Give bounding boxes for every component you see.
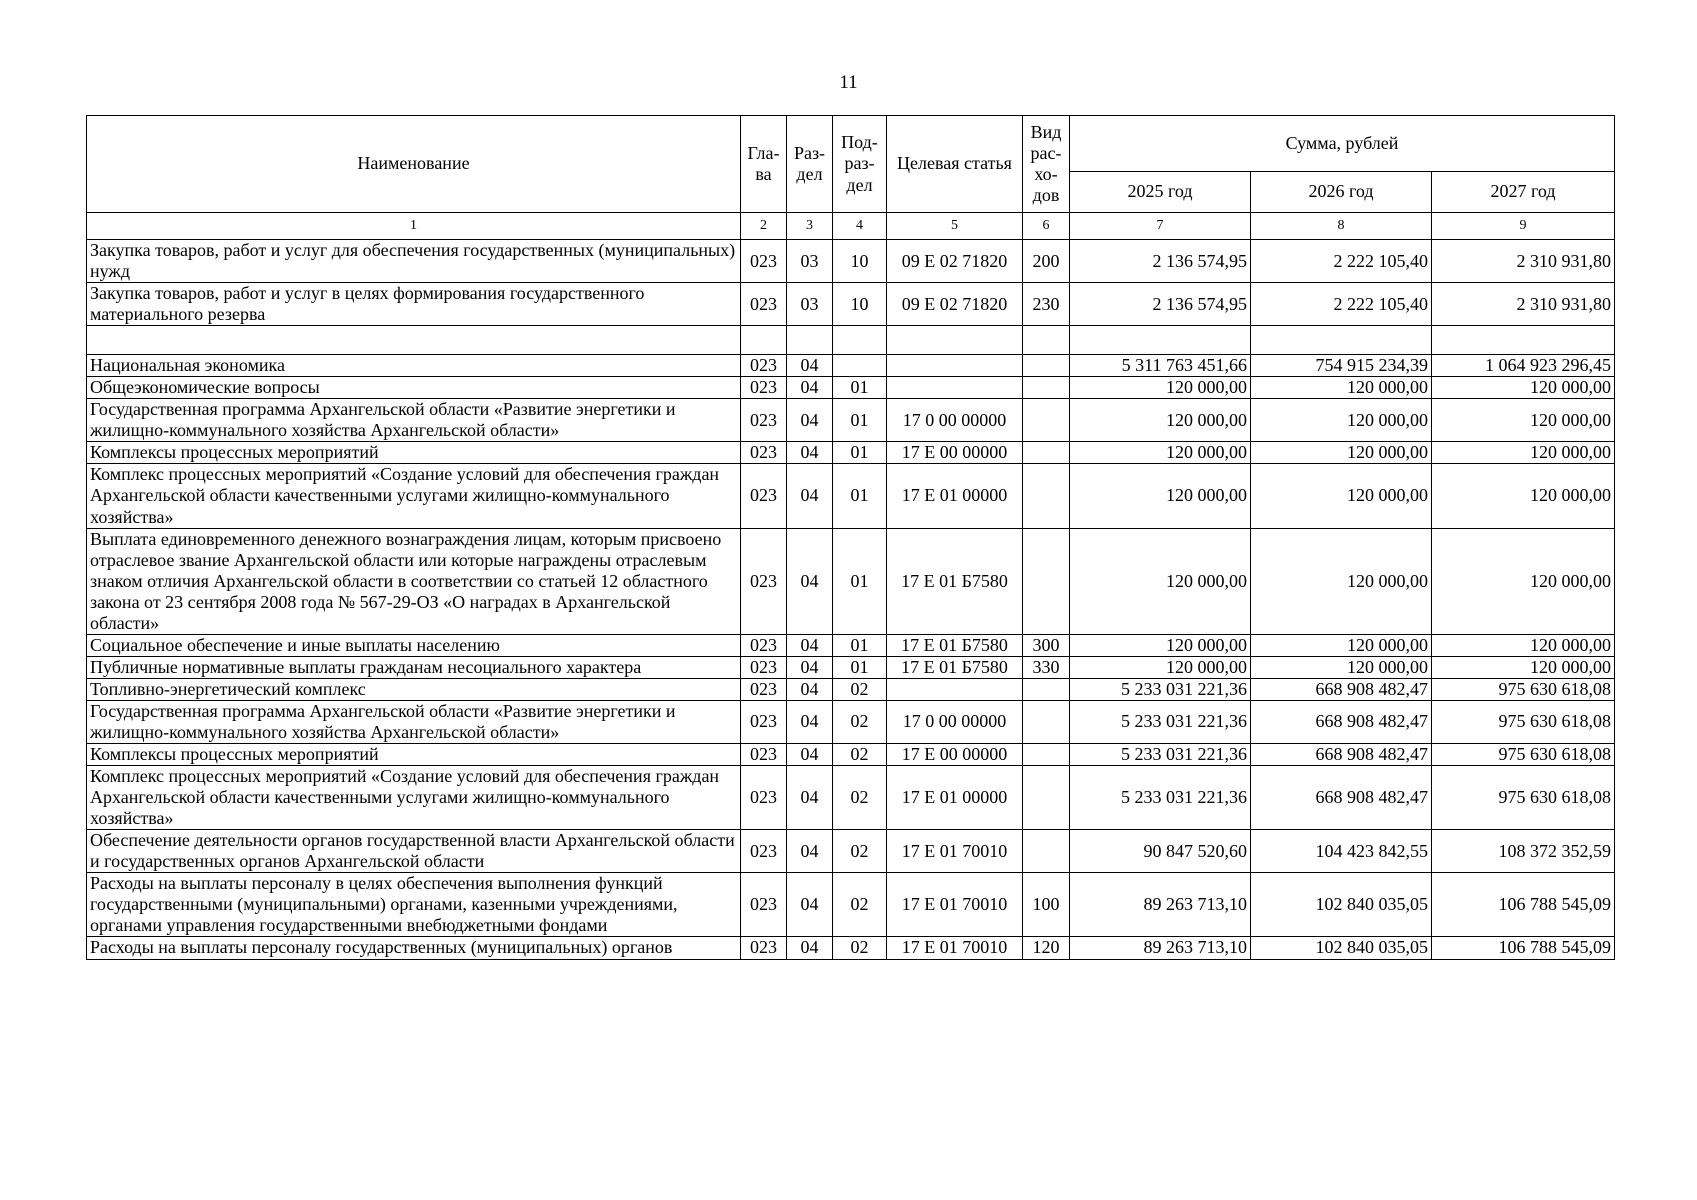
row-amount-2026: 120 000,00 <box>1251 377 1432 399</box>
row-podrazdel: 01 <box>833 464 887 528</box>
row-name: Публичные нормативные выплаты гражданам несоциального характера <box>87 656 741 678</box>
row-amount-2027: 975 630 618,08 <box>1432 678 1615 700</box>
row-amount-2025: 5 233 031 221,36 <box>1070 744 1251 766</box>
row-amount-2025: 89 263 713,10 <box>1070 873 1251 937</box>
row-name: Расходы на выплаты персоналу в целях обеспечения выполнения функций государственными (муниципальными) органами, казенными учреждениями, органами управления государственными внебюджетными фондами <box>87 873 741 937</box>
row-vid-rashodov <box>1023 766 1070 830</box>
row-glava: 023 <box>741 240 787 283</box>
row-amount-2025: 2 136 574,95 <box>1070 283 1251 326</box>
header-vid-rashodov: Вид рас-хо-дов <box>1023 116 1070 213</box>
column-number: 3 <box>787 213 833 240</box>
row-amount-2027: 120 000,00 <box>1432 399 1615 442</box>
row-amount-2025: 120 000,00 <box>1070 377 1251 399</box>
row-amount-2025: 120 000,00 <box>1070 528 1251 634</box>
row-amount-2026: 102 840 035,05 <box>1251 873 1432 937</box>
row-amount-2026: 2 222 105,40 <box>1251 283 1432 326</box>
row-razdel: 04 <box>787 634 833 656</box>
row-amount-2026: 104 423 842,55 <box>1251 830 1432 873</box>
header-name: Наименование <box>87 116 741 213</box>
row-podrazdel <box>833 326 887 355</box>
table-row <box>87 528 1615 634</box>
row-amount-2026: 668 908 482,47 <box>1251 700 1432 743</box>
row-glava: 023 <box>741 656 787 678</box>
row-celevaya-statya: 17 0 00 00000 <box>887 700 1023 743</box>
row-celevaya-statya: 17 Е 01 00000 <box>887 766 1023 830</box>
row-amount-2027: 120 000,00 <box>1432 656 1615 678</box>
column-number: 2 <box>741 213 787 240</box>
row-amount-2027: 975 630 618,08 <box>1432 766 1615 830</box>
table-row <box>87 399 1615 442</box>
row-vid-rashodov: 200 <box>1023 240 1070 283</box>
row-podrazdel: 02 <box>833 744 887 766</box>
row-glava: 023 <box>741 830 787 873</box>
row-vid-rashodov: 120 <box>1023 937 1070 959</box>
header-year-2025: 2025 год <box>1070 172 1251 213</box>
column-number-row <box>87 213 1615 240</box>
row-name: Закупка товаров, работ и услуг в целях формирования государственного материального резерва <box>87 283 741 326</box>
row-amount-2026: 668 908 482,47 <box>1251 766 1432 830</box>
row-celevaya-statya: 17 Е 01 Б7580 <box>887 634 1023 656</box>
row-podrazdel: 02 <box>833 937 887 959</box>
row-name: Комплексы процессных мероприятий <box>87 744 741 766</box>
row-amount-2026 <box>1251 326 1432 355</box>
row-podrazdel: 01 <box>833 399 887 442</box>
header-glava: Гла-ва <box>741 116 787 213</box>
row-razdel: 04 <box>787 830 833 873</box>
row-podrazdel: 01 <box>833 656 887 678</box>
row-amount-2026: 668 908 482,47 <box>1251 744 1432 766</box>
row-celevaya-statya: 17 Е 00 00000 <box>887 442 1023 464</box>
row-amount-2027: 975 630 618,08 <box>1432 744 1615 766</box>
row-glava: 023 <box>741 744 787 766</box>
table-row <box>87 634 1615 656</box>
row-glava: 023 <box>741 634 787 656</box>
row-glava <box>741 326 787 355</box>
row-amount-2027: 2 310 931,80 <box>1432 283 1615 326</box>
row-razdel: 04 <box>787 937 833 959</box>
column-number: 6 <box>1023 213 1070 240</box>
row-razdel: 04 <box>787 377 833 399</box>
row-vid-rashodov <box>1023 678 1070 700</box>
row-vid-rashodov <box>1023 830 1070 873</box>
row-name: Социальное обеспечение и иные выплаты населению <box>87 634 741 656</box>
header-summa: Сумма, рублей <box>1070 116 1615 172</box>
row-podrazdel: 01 <box>833 442 887 464</box>
row-vid-rashodov <box>1023 700 1070 743</box>
row-amount-2026: 120 000,00 <box>1251 634 1432 656</box>
table-row <box>87 377 1615 399</box>
page-number: 11 <box>839 72 858 93</box>
row-celevaya-statya <box>887 678 1023 700</box>
row-amount-2025 <box>1070 326 1251 355</box>
row-glava: 023 <box>741 873 787 937</box>
header-year-2027: 2027 год <box>1432 172 1615 213</box>
column-number: 4 <box>833 213 887 240</box>
row-amount-2025: 5 233 031 221,36 <box>1070 678 1251 700</box>
table-row <box>87 700 1615 743</box>
row-vid-rashodov <box>1023 326 1070 355</box>
table-row <box>87 678 1615 700</box>
row-vid-rashodov <box>1023 744 1070 766</box>
row-razdel: 03 <box>787 283 833 326</box>
table-row <box>87 283 1615 326</box>
row-amount-2025: 120 000,00 <box>1070 656 1251 678</box>
table-row <box>87 464 1615 528</box>
row-name: Комплекс процессных мероприятий «Создание условий для обеспечения граждан Архангельской области качественными услугами жилищно-коммунального хозяйства» <box>87 766 741 830</box>
row-celevaya-statya: 09 Е 02 71820 <box>887 283 1023 326</box>
header-year-2026: 2026 год <box>1251 172 1432 213</box>
row-vid-rashodov <box>1023 399 1070 442</box>
row-vid-rashodov <box>1023 355 1070 377</box>
row-amount-2027: 120 000,00 <box>1432 442 1615 464</box>
row-razdel: 04 <box>787 528 833 634</box>
row-glava: 023 <box>741 283 787 326</box>
header-podrazdel: Под-раз-дел <box>833 116 887 213</box>
row-amount-2026: 120 000,00 <box>1251 442 1432 464</box>
row-razdel: 04 <box>787 442 833 464</box>
table-row <box>87 744 1615 766</box>
table-row <box>87 873 1615 937</box>
row-razdel: 04 <box>787 656 833 678</box>
row-amount-2026: 754 915 234,39 <box>1251 355 1432 377</box>
row-podrazdel: 01 <box>833 528 887 634</box>
row-celevaya-statya: 17 Е 01 Б7580 <box>887 656 1023 678</box>
row-amount-2025: 5 233 031 221,36 <box>1070 766 1251 830</box>
row-podrazdel: 02 <box>833 873 887 937</box>
row-celevaya-statya: 17 Е 01 70010 <box>887 873 1023 937</box>
row-celevaya-statya <box>887 355 1023 377</box>
row-glava: 023 <box>741 937 787 959</box>
row-celevaya-statya <box>887 377 1023 399</box>
row-amount-2026: 120 000,00 <box>1251 464 1432 528</box>
row-name: Закупка товаров, работ и услуг для обеспечения государственных (муниципальных) нужд <box>87 240 741 283</box>
row-name: Общеэкономические вопросы <box>87 377 741 399</box>
header-razdel: Раз-дел <box>787 116 833 213</box>
row-vid-rashodov: 100 <box>1023 873 1070 937</box>
row-amount-2025: 5 311 763 451,66 <box>1070 355 1251 377</box>
row-vid-rashodov <box>1023 442 1070 464</box>
row-amount-2027: 106 788 545,09 <box>1432 873 1615 937</box>
row-glava: 023 <box>741 678 787 700</box>
row-amount-2025: 89 263 713,10 <box>1070 937 1251 959</box>
row-razdel: 04 <box>787 744 833 766</box>
column-number: 5 <box>887 213 1023 240</box>
row-amount-2026: 120 000,00 <box>1251 399 1432 442</box>
row-podrazdel: 02 <box>833 700 887 743</box>
row-amount-2027: 2 310 931,80 <box>1432 240 1615 283</box>
row-amount-2027: 975 630 618,08 <box>1432 700 1615 743</box>
row-razdel: 04 <box>787 355 833 377</box>
row-razdel: 04 <box>787 700 833 743</box>
row-glava: 023 <box>741 766 787 830</box>
row-name: Государственная программа Архангельской области «Развитие энергетики и жилищно-коммунального хозяйства Архангельской области» <box>87 399 741 442</box>
row-razdel: 04 <box>787 464 833 528</box>
budget-table <box>86 115 1615 960</box>
column-number: 8 <box>1251 213 1432 240</box>
row-amount-2027: 108 372 352,59 <box>1432 830 1615 873</box>
row-amount-2025: 5 233 031 221,36 <box>1070 700 1251 743</box>
row-amount-2027 <box>1432 326 1615 355</box>
row-podrazdel: 10 <box>833 240 887 283</box>
row-podrazdel: 02 <box>833 766 887 830</box>
row-amount-2027: 120 000,00 <box>1432 634 1615 656</box>
row-celevaya-statya: 17 Е 00 00000 <box>887 744 1023 766</box>
row-glava: 023 <box>741 377 787 399</box>
row-celevaya-statya: 17 Е 01 70010 <box>887 830 1023 873</box>
row-amount-2026: 120 000,00 <box>1251 656 1432 678</box>
row-amount-2027: 120 000,00 <box>1432 528 1615 634</box>
column-number: 7 <box>1070 213 1251 240</box>
row-razdel: 04 <box>787 766 833 830</box>
row-podrazdel: 01 <box>833 634 887 656</box>
row-vid-rashodov <box>1023 377 1070 399</box>
row-celevaya-statya: 17 Е 01 70010 <box>887 937 1023 959</box>
row-name: Топливно-энергетический комплекс <box>87 678 741 700</box>
row-amount-2025: 120 000,00 <box>1070 442 1251 464</box>
row-razdel: 04 <box>787 678 833 700</box>
row-amount-2026: 2 222 105,40 <box>1251 240 1432 283</box>
table-row <box>87 766 1615 830</box>
row-name: Национальная экономика <box>87 355 741 377</box>
row-glava: 023 <box>741 399 787 442</box>
row-vid-rashodov <box>1023 528 1070 634</box>
table-row <box>87 240 1615 283</box>
header-celevaya-statya: Целевая статья <box>887 116 1023 213</box>
row-celevaya-statya: 17 Е 01 Б7580 <box>887 528 1023 634</box>
row-name: Государственная программа Архангельской области «Развитие энергетики и жилищно-коммунального хозяйства Архангельской области» <box>87 700 741 743</box>
row-podrazdel: 02 <box>833 678 887 700</box>
row-glava: 023 <box>741 442 787 464</box>
row-amount-2027: 1 064 923 296,45 <box>1432 355 1615 377</box>
row-glava: 023 <box>741 528 787 634</box>
row-amount-2026: 102 840 035,05 <box>1251 937 1432 959</box>
row-amount-2026: 120 000,00 <box>1251 528 1432 634</box>
row-name: Расходы на выплаты персоналу государственных (муниципальных) органов <box>87 937 741 959</box>
table-row <box>87 355 1615 377</box>
row-celevaya-statya: 17 0 00 00000 <box>887 399 1023 442</box>
row-podrazdel: 01 <box>833 377 887 399</box>
table-row <box>87 830 1615 873</box>
row-celevaya-statya: 09 Е 02 71820 <box>887 240 1023 283</box>
table-row <box>87 656 1615 678</box>
row-name: Комплекс процессных мероприятий «Создание условий для обеспечения граждан Архангельской области качественными услугами жилищно-коммунального хозяйства» <box>87 464 741 528</box>
row-vid-rashodov: 330 <box>1023 656 1070 678</box>
row-podrazdel: 02 <box>833 830 887 873</box>
row-vid-rashodov <box>1023 464 1070 528</box>
table-row <box>87 442 1615 464</box>
row-podrazdel: 10 <box>833 283 887 326</box>
row-razdel: 04 <box>787 873 833 937</box>
row-amount-2027: 106 788 545,09 <box>1432 937 1615 959</box>
row-razdel <box>787 326 833 355</box>
row-glava: 023 <box>741 464 787 528</box>
row-celevaya-statya <box>887 326 1023 355</box>
column-number: 9 <box>1432 213 1615 240</box>
row-name: Выплата единовременного денежного вознаграждения лицам, которым присвоено отраслевое звание Архангельской области или которые награждены отраслевым знаком отличия Архангельской области в соответствии со статьей 12 областного закона от 23 сентября 2008 года № 567-29-ОЗ «О наградах в Архангельской области» <box>87 528 741 634</box>
row-amount-2027: 120 000,00 <box>1432 464 1615 528</box>
table-row <box>87 937 1615 959</box>
row-amount-2025: 120 000,00 <box>1070 634 1251 656</box>
row-glava: 023 <box>741 700 787 743</box>
row-amount-2025: 120 000,00 <box>1070 464 1251 528</box>
column-number: 1 <box>87 213 741 240</box>
row-glava: 023 <box>741 355 787 377</box>
table-row <box>87 326 1615 355</box>
row-amount-2025: 90 847 520,60 <box>1070 830 1251 873</box>
row-razdel: 04 <box>787 399 833 442</box>
row-name <box>87 326 741 355</box>
row-amount-2027: 120 000,00 <box>1432 377 1615 399</box>
row-amount-2025: 120 000,00 <box>1070 399 1251 442</box>
row-razdel: 03 <box>787 240 833 283</box>
row-celevaya-statya: 17 Е 01 00000 <box>887 464 1023 528</box>
row-vid-rashodov: 300 <box>1023 634 1070 656</box>
row-podrazdel <box>833 355 887 377</box>
row-amount-2026: 668 908 482,47 <box>1251 678 1432 700</box>
row-vid-rashodov: 230 <box>1023 283 1070 326</box>
row-amount-2025: 2 136 574,95 <box>1070 240 1251 283</box>
row-name: Комплексы процессных мероприятий <box>87 442 741 464</box>
row-name: Обеспечение деятельности органов государственной власти Архангельской области и государственных органов Архангельской области <box>87 830 741 873</box>
